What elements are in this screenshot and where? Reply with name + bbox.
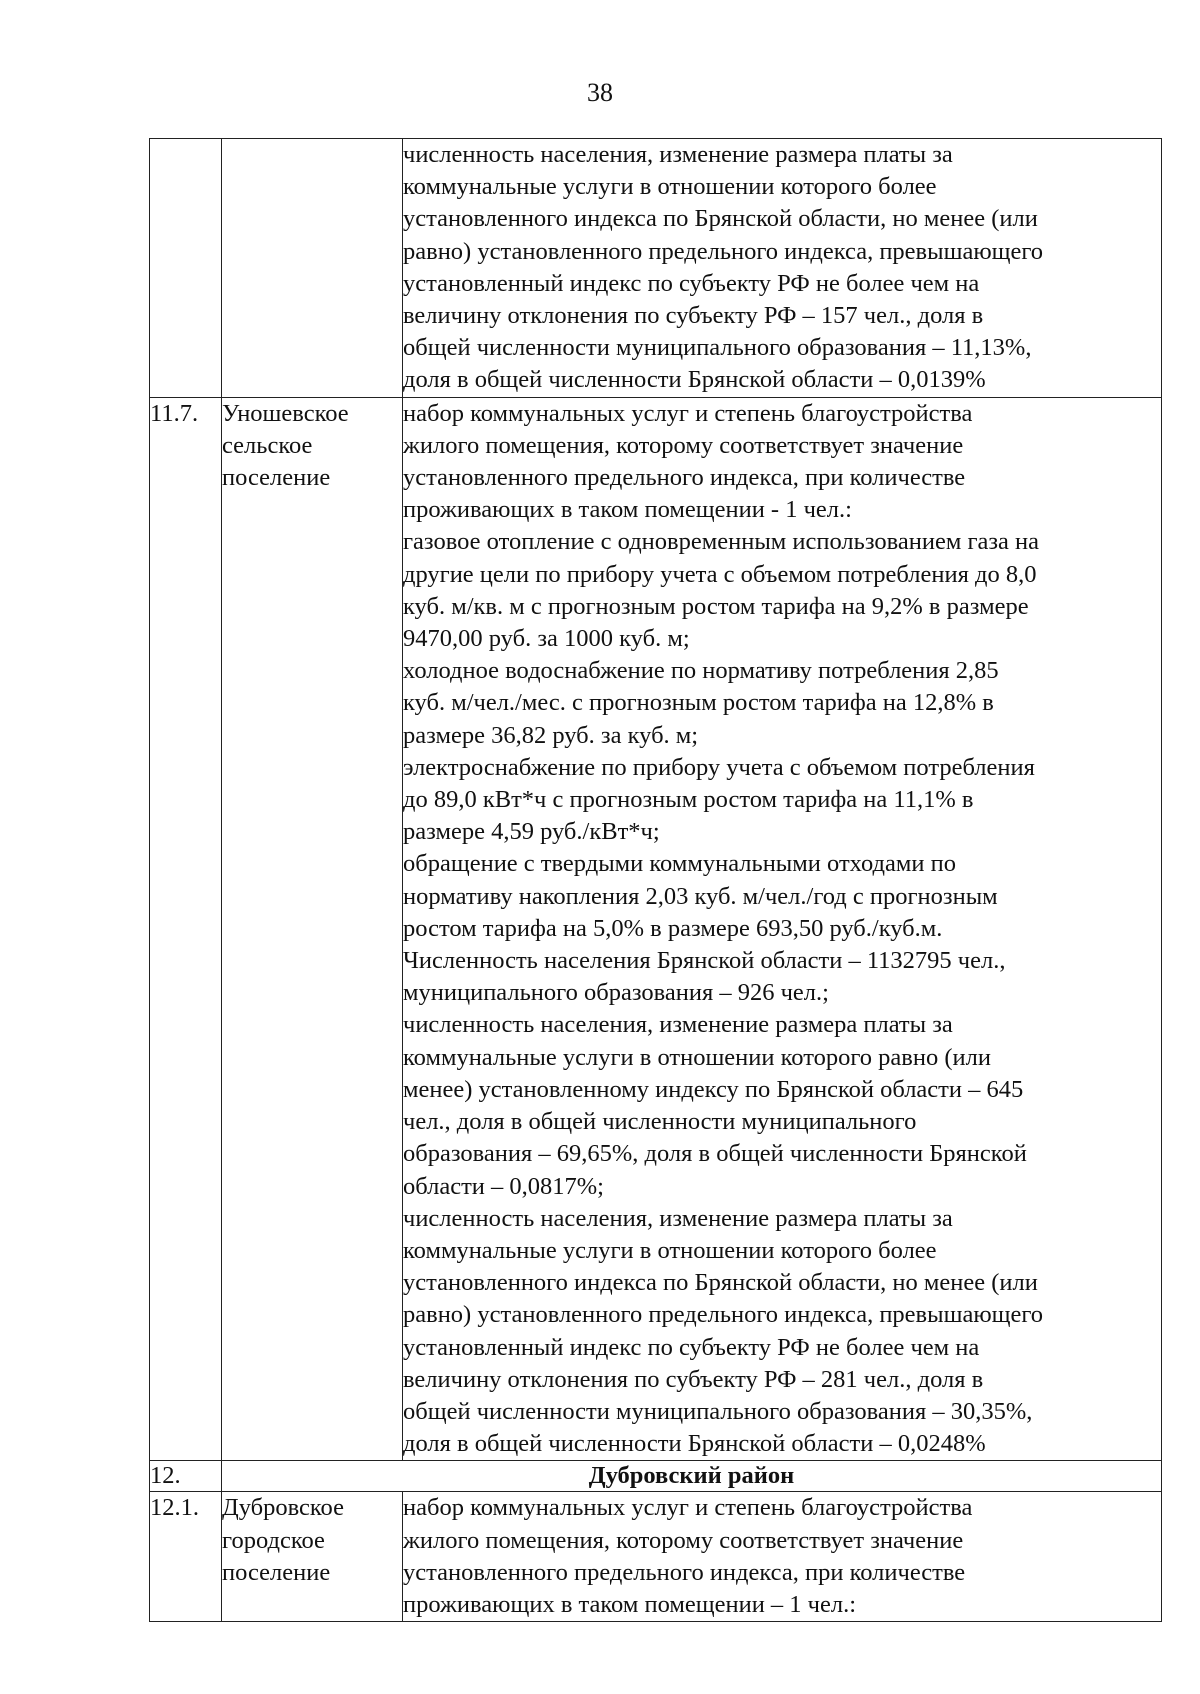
row-content-text: численность населения, изменение размера платы за коммунальные услуги в отношении которого более установленного индекса по Брянской области, но менее (или равно) установленного предельного индекса, превышающего установленный индекс по субъекту РФ не более чем на величину отклонения по субъекту РФ – 157 чел., доля в общей численности муниципального образования – 11,13%, доля в общей численности Брянской области – 0,0139% <box>403 141 1044 394</box>
row-content-cell <box>403 1492 1162 1622</box>
page-number: 38 <box>587 78 613 107</box>
table-row-12-1 <box>150 1492 1162 1622</box>
section-number: 12. <box>150 1461 222 1492</box>
municipality-name <box>222 397 403 1461</box>
row-content-text: набор коммунальных услуг и степень благоустройства жилого помещения, которому соответствует значение установленного предельного индекса, при количестве проживающих в таком помещении - 1 чел.: газовое отопление с одновременным использованием газа на другие цели по прибору учета с объемом потребления до 8,0 куб. м/кв. м с прогнозным ростом тарифа на 9,2% в размере 9470,00 руб. за 1000 куб. м; холодное водоснабжение по нормативу потребления 2,85 куб. м/чел./мес. с прогнозным ростом тарифа на 12,8% в размере 36,82 руб. за куб. м; электроснабжение по прибору учета с объемом потребления до 89,0 кВт*ч с прогнозным ростом тарифа на 11,1% в размере 4,59 руб./кВт*ч; обращение с твердыми коммунальными отходами по нормативу накопления 2,03 куб. м/чел./год с прогнозным ростом тарифа на 5,0% в размере 693,50 руб./куб.м. Численность населения Брянской области – 1132795 чел., муниципального образования – 926 чел.; численность населения, изменение размера платы за коммунальные услуги в отношении которого равно (или менее) установленному индексу по Брянской области – 645 чел., доля в общей численности муниципального образования – 69,65%, доля в общей численности Брянской области – 0,0817%; численность населения, изменение размера платы за коммунальные услуги в отношении которого более установленного индекса по Брянской области, но менее (или равно) установленного предельного индекса, превышающего установленный индекс по субъекту РФ не более чем на величину отклонения по субъекту РФ – 281 чел., доля в общей численности муниципального образования – 30,35%, доля в общей численности Брянской области – 0,0248% <box>403 399 1044 1458</box>
table-row-11-7 <box>150 397 1162 1461</box>
table-row-continuation <box>150 139 1162 398</box>
municipality-cell <box>222 139 403 398</box>
table-row-12-section <box>150 1461 1162 1492</box>
row-content-text: набор коммунальных услуг и степень благоустройства жилого помещения, которому соответствует значение установленного предельного индекса, при количестве проживающих в таком помещении – 1 чел.: <box>403 1494 973 1618</box>
row-number: 11.7. <box>150 397 222 1461</box>
tariff-table <box>149 138 1162 1622</box>
section-title: Дубровский район <box>222 1461 1162 1492</box>
municipality-name-text: Дубровское городское поселение <box>222 1494 344 1586</box>
row-content-cell <box>403 139 1162 398</box>
row-content-cell <box>403 397 1162 1461</box>
municipality-name <box>222 1492 403 1622</box>
row-number: 12.1. <box>150 1492 222 1622</box>
row-number-cell <box>150 139 222 398</box>
municipality-name-text: Унoшевское сельское поселение <box>222 399 349 492</box>
